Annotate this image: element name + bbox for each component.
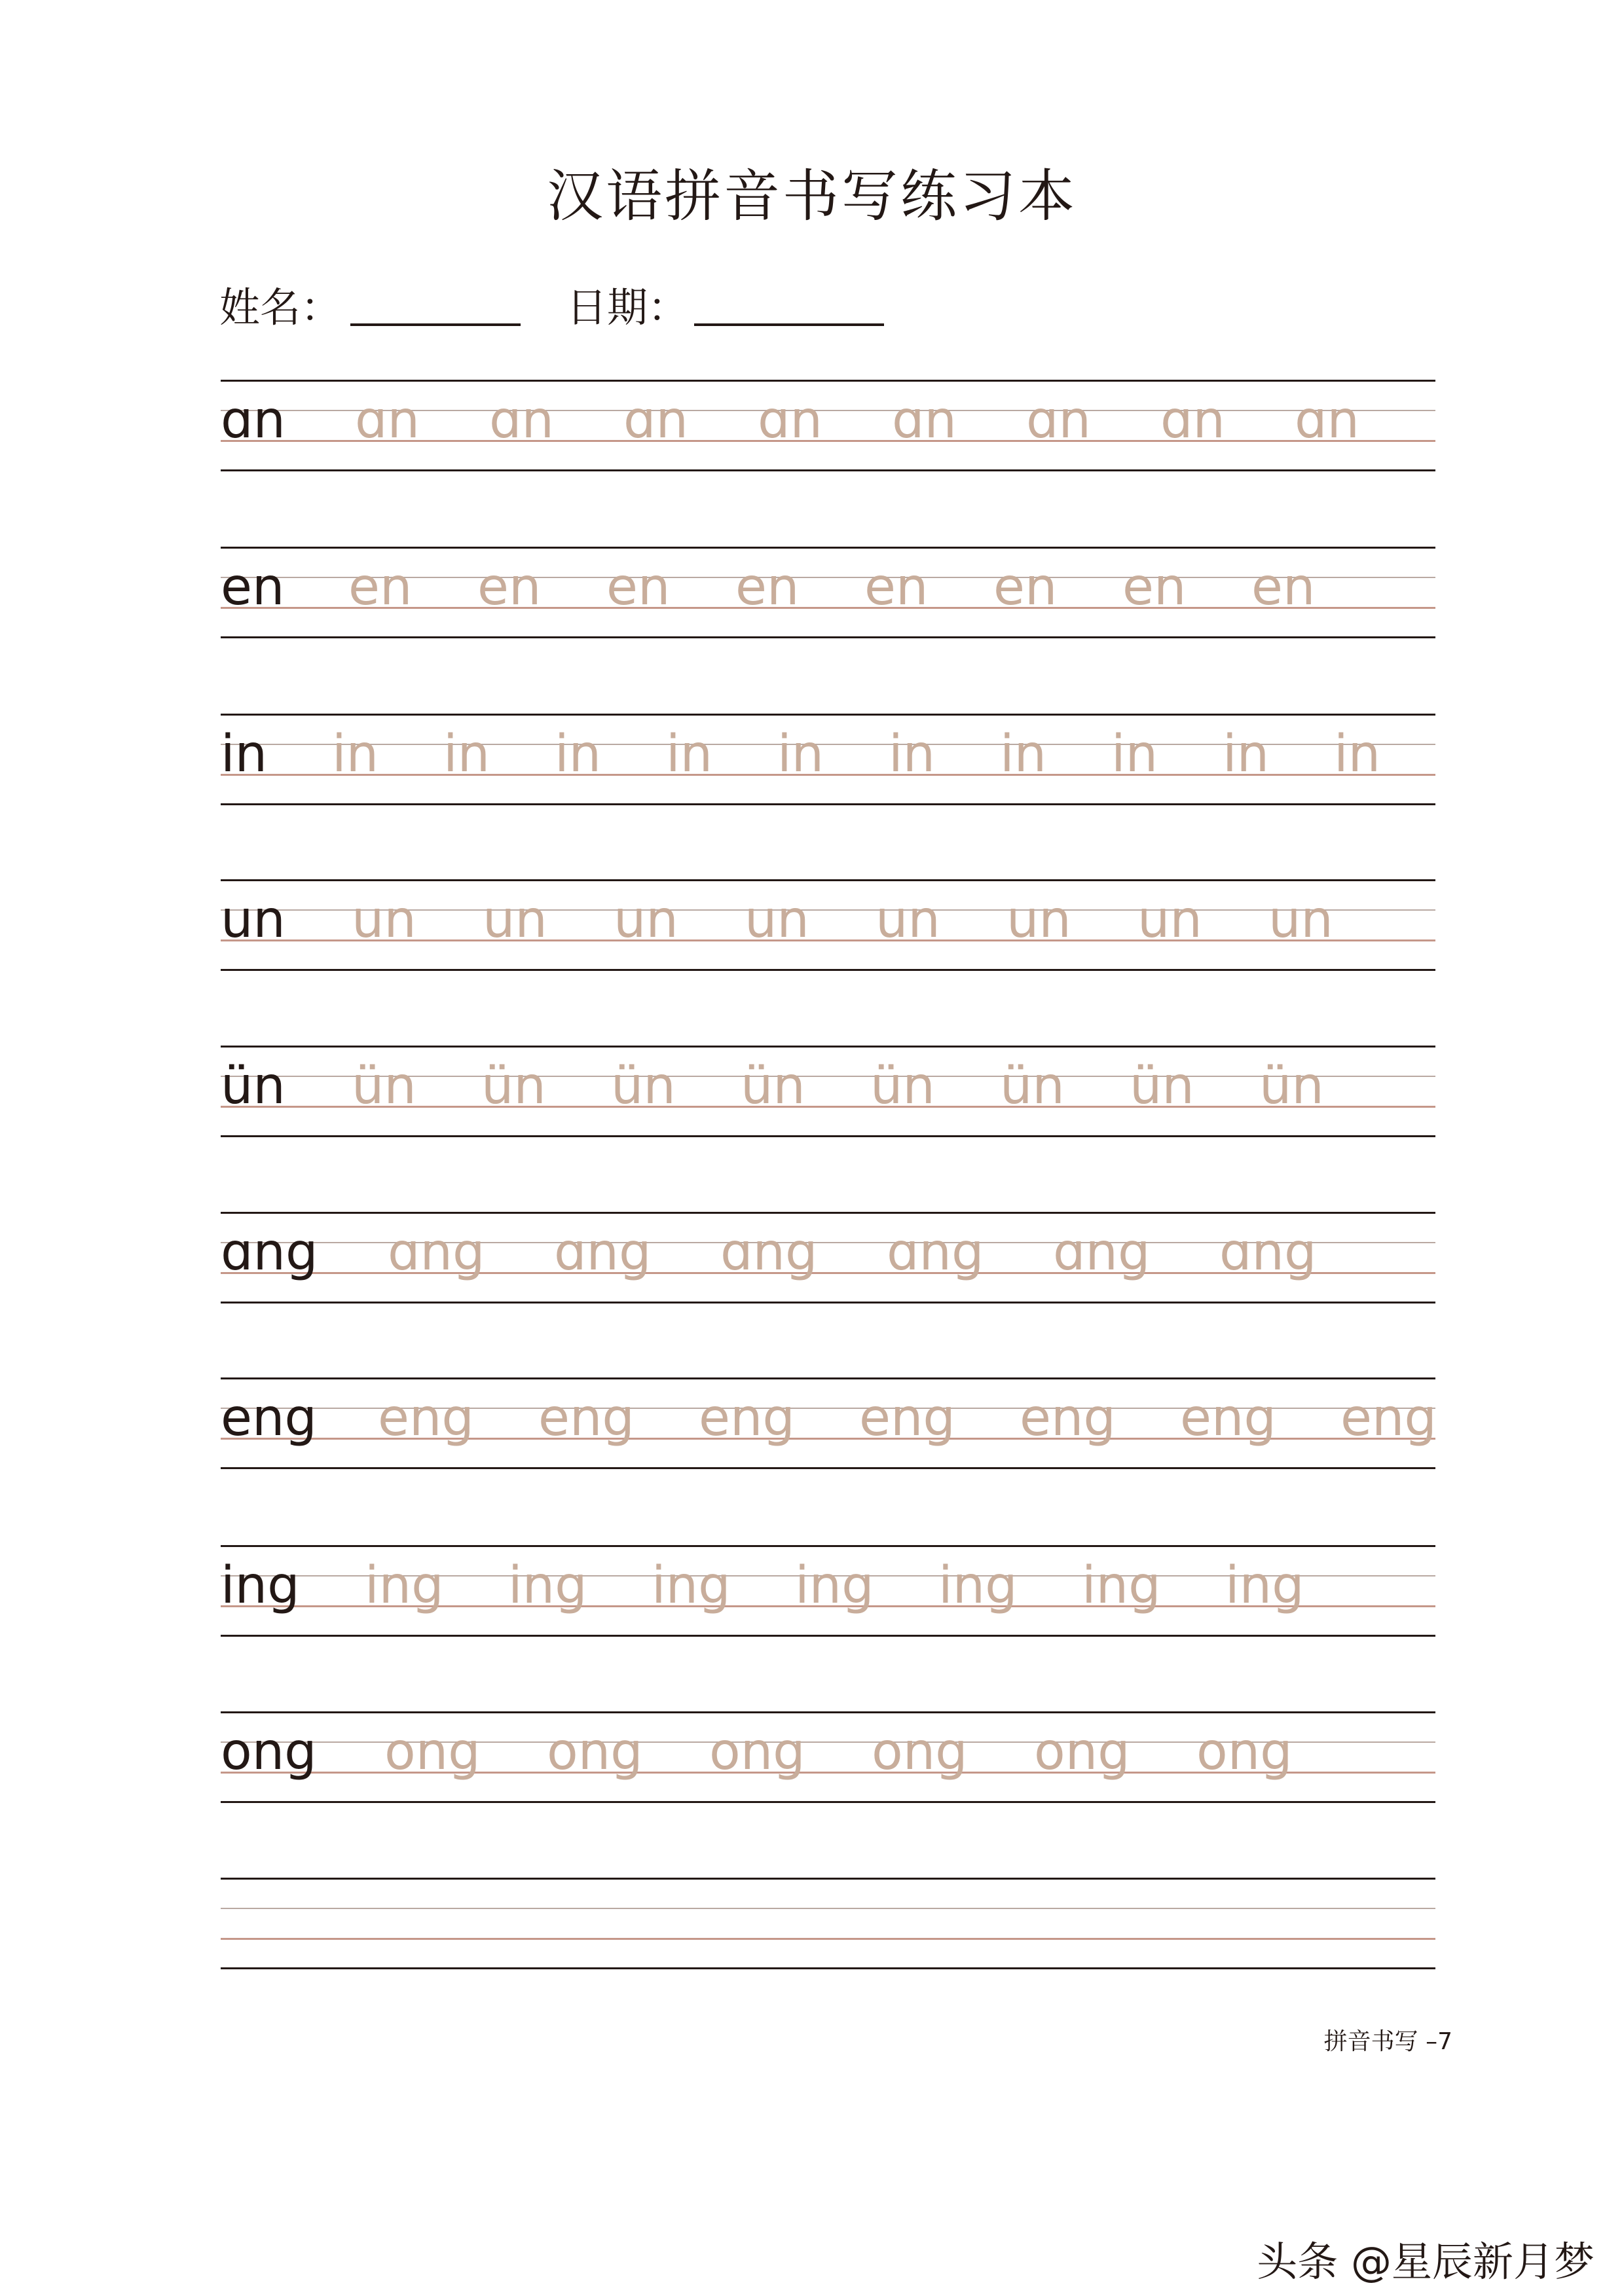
trace-syllable: en (864, 558, 929, 617)
name-label: 姓名： (219, 283, 342, 331)
guide-line (221, 1908, 1435, 1909)
trace-syllable: ɑn (1295, 391, 1359, 450)
date-label: 日期： (566, 283, 689, 331)
guide-line (221, 1467, 1435, 1469)
trace-syllable: in (666, 725, 713, 784)
trace-syllable: eng (538, 1389, 635, 1448)
trace-syllable: ong (709, 1722, 805, 1781)
trace-syllable: en (1251, 558, 1316, 617)
trace-syllable: en (993, 558, 1058, 617)
trace-syllable: ɑng (720, 1223, 818, 1282)
trace-syllable: un (614, 890, 678, 949)
guide-line (221, 803, 1435, 805)
guide-line (221, 380, 1435, 382)
trace-syllable: en (348, 558, 413, 617)
trace-syllable: ɑn (355, 391, 420, 450)
trace-syllable: ɑng (554, 1223, 652, 1282)
guide-line (221, 1302, 1435, 1303)
trace-syllable: ong (547, 1722, 643, 1781)
trace-syllable: ɑn (1026, 391, 1091, 450)
trace-syllable: un (1268, 890, 1333, 949)
trace-syllable: eng (1180, 1389, 1276, 1448)
guide-line (221, 1967, 1435, 1969)
trace-syllable: un (483, 890, 547, 949)
guide-line (221, 1801, 1435, 1803)
trace-syllable: ing (795, 1556, 874, 1615)
guide-line (221, 969, 1435, 971)
trace-syllable: un (745, 890, 809, 949)
trace-syllable: ɑng (887, 1223, 984, 1282)
trace-syllable: ɑng (1053, 1223, 1151, 1282)
guide-line (221, 1878, 1435, 1880)
pinyin-row (221, 714, 1435, 805)
trace-syllable: ong (1034, 1722, 1130, 1781)
trace-syllable: ɑn (892, 391, 957, 450)
pinyin-row (221, 547, 1435, 638)
trace-syllable: eng (378, 1389, 474, 1448)
trace-syllable: ɑn (1160, 391, 1225, 450)
trace-syllable: in (1000, 725, 1047, 784)
watermark: 头条 @星辰新月梦 (1257, 2238, 1595, 2286)
model-syllable: in (221, 725, 268, 784)
trace-syllable: in (1111, 725, 1158, 784)
pinyin-row (221, 1711, 1435, 1803)
page-footer: 拼音书写 –7 (1323, 2028, 1452, 2055)
trace-syllable: ün (352, 1057, 416, 1116)
trace-syllable: eng (859, 1389, 955, 1448)
trace-syllable: eng (1020, 1389, 1116, 1448)
model-syllable: ɑng (221, 1223, 318, 1282)
trace-syllable: ong (872, 1722, 968, 1781)
trace-syllable: ün (870, 1057, 935, 1116)
guide-line (221, 469, 1435, 471)
trace-syllable: in (1223, 725, 1270, 784)
model-syllable: en (221, 558, 285, 617)
guide-line (221, 547, 1435, 549)
model-syllable: ong (221, 1722, 317, 1781)
trace-syllable: in (555, 725, 602, 784)
guide-line (221, 1635, 1435, 1637)
trace-syllable: en (606, 558, 671, 617)
model-syllable: eng (221, 1389, 317, 1448)
trace-syllable: en (1122, 558, 1187, 617)
guide-line (221, 1545, 1435, 1547)
trace-syllable: ün (1000, 1057, 1065, 1116)
trace-syllable: ɑn (489, 391, 554, 450)
page-title: 汉语拼音书写练习本 (547, 164, 1077, 229)
trace-syllable: ing (365, 1556, 444, 1615)
pinyin-row (221, 1878, 1435, 1969)
pinyin-row (221, 879, 1435, 971)
trace-syllable: in (777, 725, 824, 784)
trace-syllable: ing (508, 1556, 587, 1615)
trace-syllable: ün (741, 1057, 805, 1116)
trace-syllable: ɑn (758, 391, 822, 450)
model-syllable: un (221, 890, 286, 949)
guide-line (221, 1135, 1435, 1137)
trace-syllable: un (1006, 890, 1071, 949)
trace-syllable: en (477, 558, 542, 617)
pinyin-row (221, 1046, 1435, 1137)
model-syllable: ün (221, 1057, 286, 1116)
trace-syllable: in (889, 725, 936, 784)
trace-syllable: ing (1225, 1556, 1304, 1615)
trace-syllable: ing (1082, 1556, 1161, 1615)
date-blank (694, 323, 884, 326)
guide-line (221, 1711, 1435, 1713)
trace-syllable: in (1334, 725, 1381, 784)
name-blank (350, 323, 521, 326)
trace-syllable: en (735, 558, 800, 617)
trace-syllable: ing (938, 1556, 1018, 1615)
guide-line (221, 714, 1435, 716)
model-syllable: ɑn (221, 391, 286, 450)
trace-syllable: un (876, 890, 940, 949)
pinyin-row (221, 1545, 1435, 1637)
guide-line (221, 636, 1435, 638)
trace-syllable: ün (1259, 1057, 1324, 1116)
trace-syllable: ün (481, 1057, 546, 1116)
model-syllable: ing (221, 1556, 300, 1615)
trace-syllable: eng (699, 1389, 795, 1448)
pinyin-row (221, 1212, 1435, 1303)
pinyin-row (221, 380, 1435, 471)
trace-syllable: un (1137, 890, 1202, 949)
guide-line (221, 1046, 1435, 1048)
trace-syllable: ɑng (388, 1223, 485, 1282)
trace-syllable: ong (1196, 1722, 1293, 1781)
trace-syllable: eng (1340, 1389, 1437, 1448)
guide-line (221, 1938, 1435, 1940)
trace-syllable: ing (652, 1556, 731, 1615)
guide-line (221, 1212, 1435, 1214)
trace-syllable: un (352, 890, 416, 949)
trace-syllable: ɑn (623, 391, 688, 450)
trace-syllable: ɑng (1219, 1223, 1317, 1282)
trace-syllable: ün (611, 1057, 676, 1116)
guide-line (221, 1377, 1435, 1379)
trace-syllable: in (443, 725, 490, 784)
trace-syllable: ong (384, 1722, 481, 1781)
trace-syllable: ün (1130, 1057, 1194, 1116)
pinyin-row (221, 1377, 1435, 1469)
guide-line (221, 879, 1435, 881)
trace-syllable: in (332, 725, 379, 784)
